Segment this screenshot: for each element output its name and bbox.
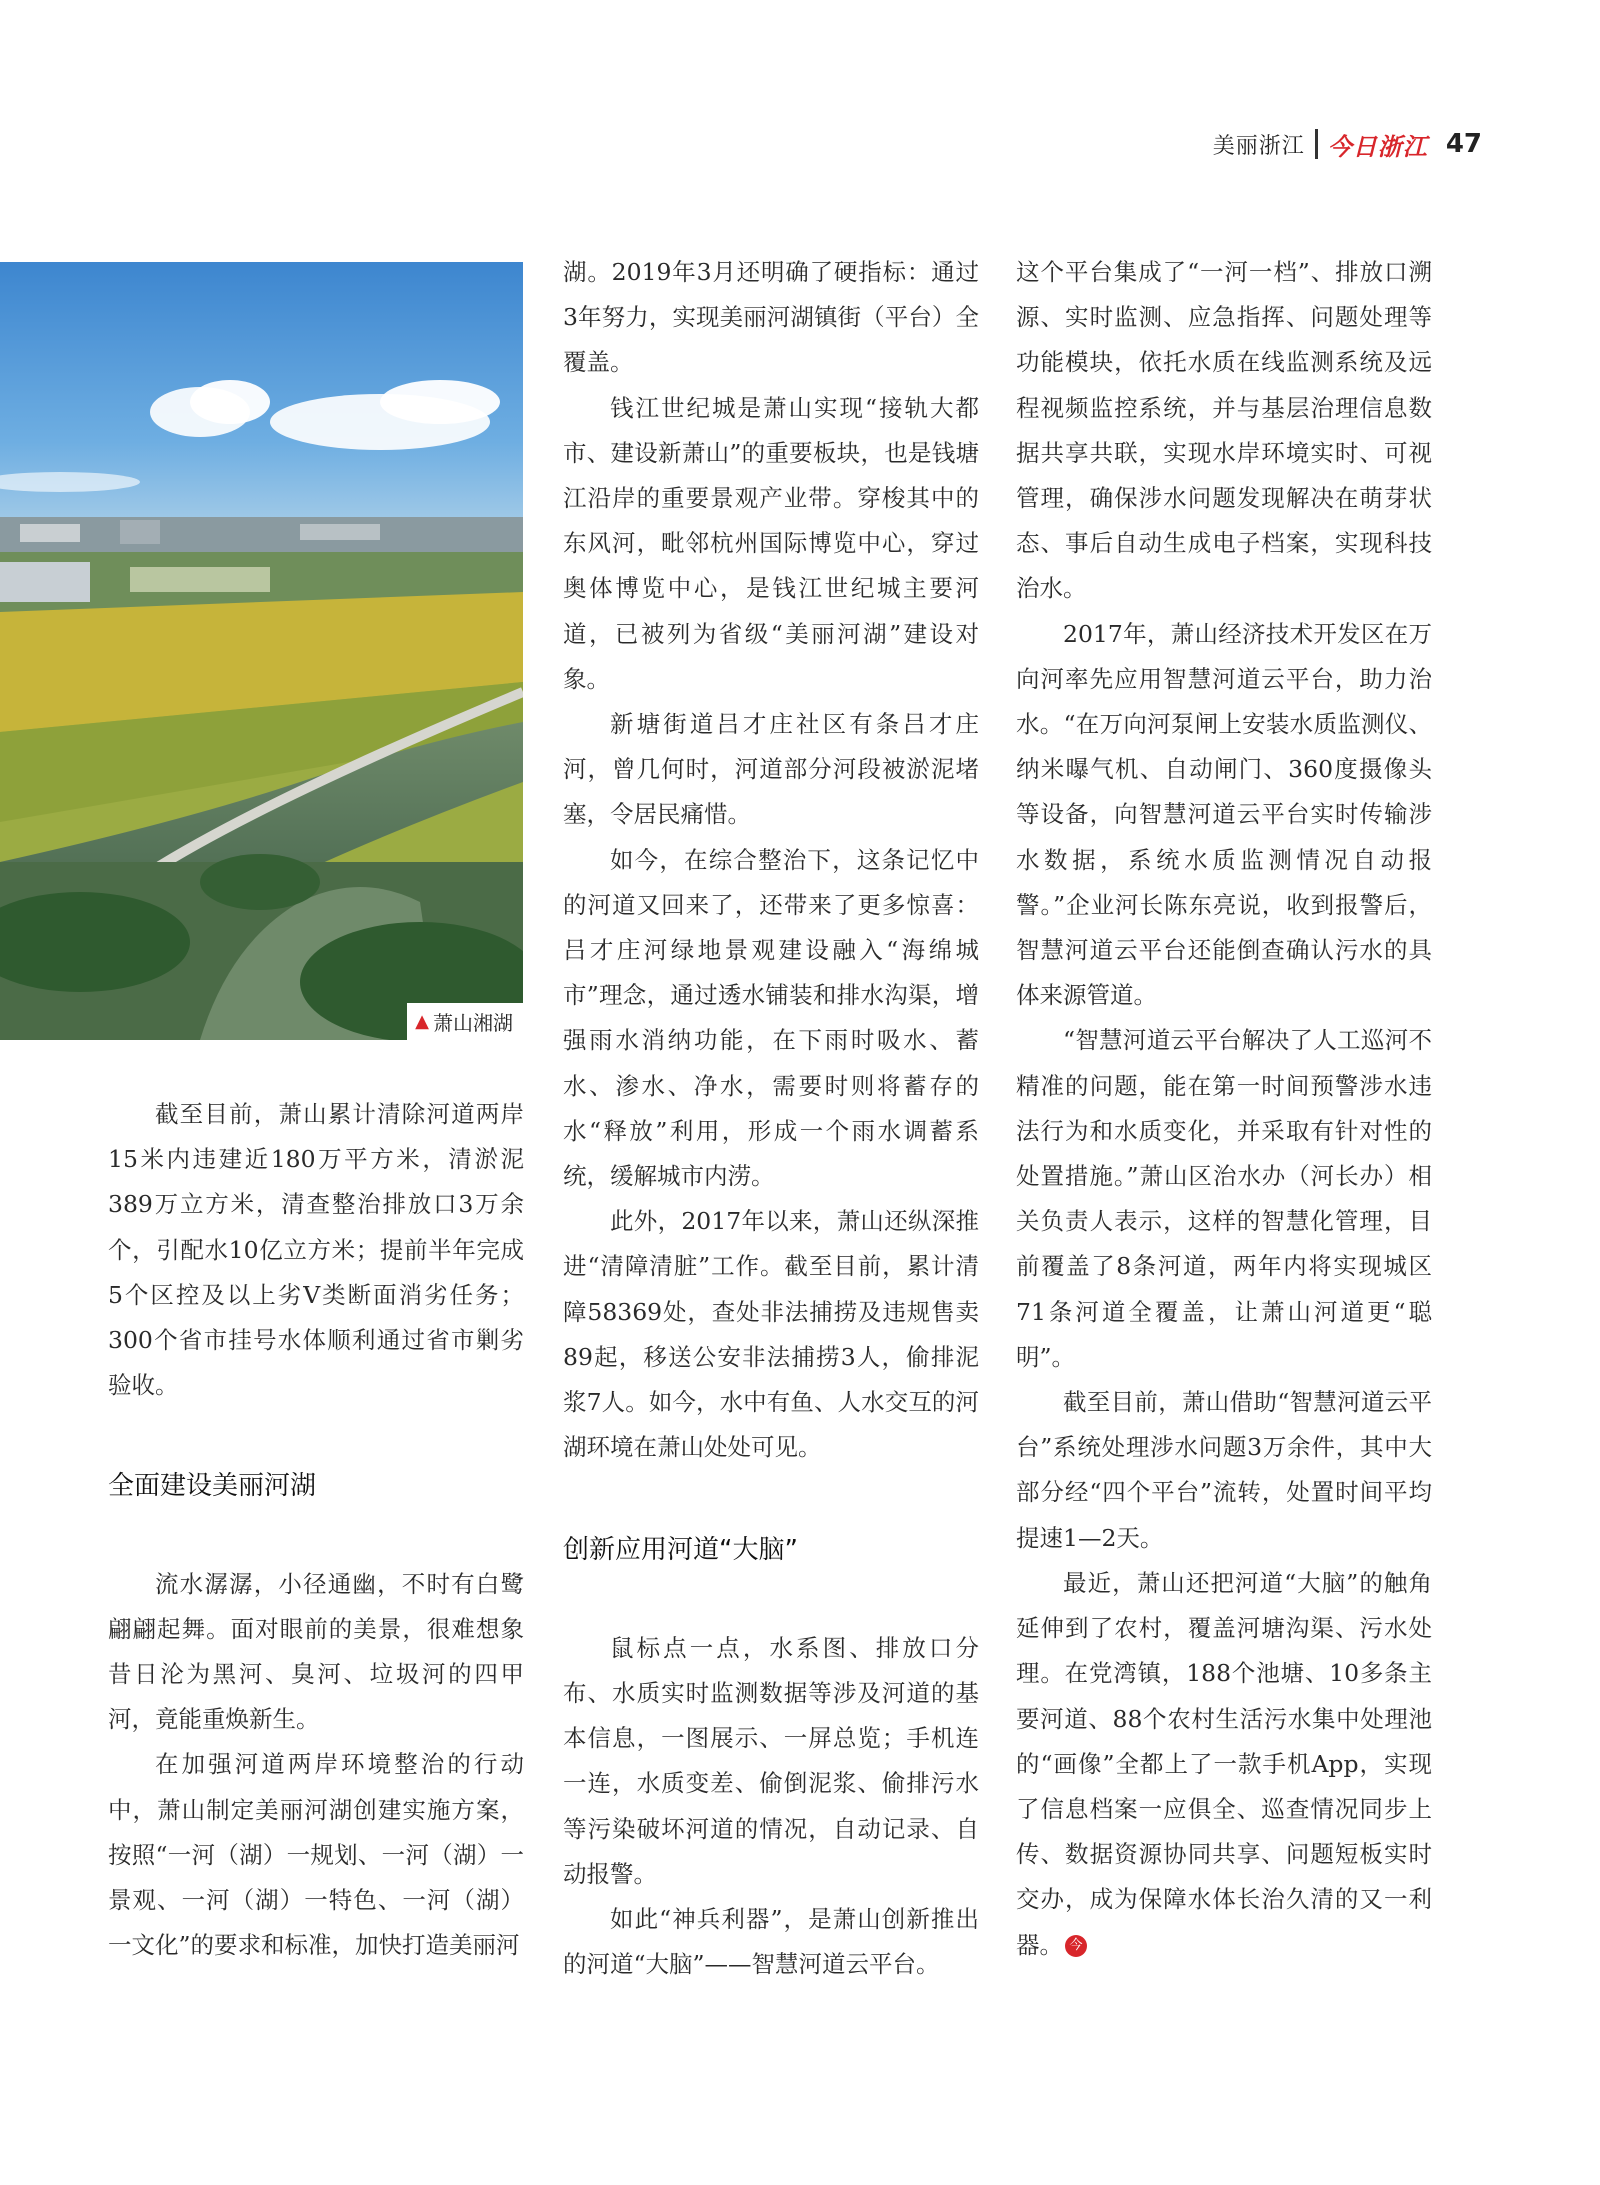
section-heading: 创新应用河道“大脑” xyxy=(563,1535,798,1566)
paragraph: 这个平台集成了“一河一档”、排放口溯源、实时监测、应急指挥、问题处理等功能模块，依托水质在线监测系统及远程视频监控系统，并与基层治理信息数据共享共联，实现水岸环境实时、可视管理，确保涉水问题发现解决在萌芽状态、事后自动生成电子档案，实现科技治水。 xyxy=(1016,258,1432,603)
paragraph: 新塘街道吕才庄社区有条吕才庄河，曾几何时，河道部分河段被淤泥堵塞，令居民痛惜。 xyxy=(563,710,979,829)
photo-caption xyxy=(407,1003,523,1040)
paragraph: 截至目前，萧山累计清除河道两岸15米内违建近180万平方米，清淤泥389万立方米，清查整治排放口3万余个，引配水10亿立方米；提前半年完成5个区控及以上劣Ⅴ类断面消劣任务；300个省市挂号水体顺利通过省市剿劣验收。 xyxy=(108,1100,524,1400)
caption-marker: ▲ xyxy=(415,1011,429,1032)
caption-text: 萧山湘湖 xyxy=(433,1011,513,1035)
section-heading: 全面建设美丽河湖 xyxy=(108,1471,317,1502)
paragraph: 鼠标点一点，水系图、排放口分布、水质实时监测数据等涉及河道的基本信息，一图展示、一屏总览；手机连一连，水质变差、偷倒泥浆、偷排污水等污染破坏河道的情况，自动记录、自动报警。 xyxy=(563,1633,979,1888)
page-number: 47 xyxy=(1445,129,1482,159)
paragraph: “智慧河道云平台解决了人工巡河不精准的问题，能在第一时间预警涉水违法行为和水质变化，并采取有针对性的处置措施。”萧山区治水办（河长办）相关负责人表示，这样的智慧化管理，目前覆盖了8条河道，两年内将实现城区71条河道全覆盖，让萧山河道更“聪明”。 xyxy=(1016,1026,1432,1371)
paragraph-text: 最近，萧山还把河道“大脑”的触角延伸到了农村，覆盖河塘沟渠、污水处理。在党湾镇，188个池塘、10多条主要河道、88个农村生活污水集中处理池的“画像”全都上了一款手机App，实现了信息档案一应俱全、巡查情况同步上传、数据资源协同共享、问题短板实时交办，成为保障水体长治久清的又一利器。 xyxy=(1016,1568,1432,1959)
paragraph: 钱江世纪城是萧山实现“接轨大都市、建设新萧山”的重要板块，也是钱塘江沿岸的重要景观产业带。穿梭其中的东风河，毗邻杭州国际博览中心，穿过奥体博览中心，是钱江世纪城主要河道，已被列为省级“美丽河湖”建设对象。 xyxy=(563,393,979,693)
aerial-photo-illustration xyxy=(0,262,523,1040)
article-column-1 xyxy=(108,1092,524,1968)
paragraph: 湖。2019年3月还明确了硬指标：通过3年努力，实现美丽河湖镇街（平台）全覆盖。 xyxy=(563,258,979,377)
paragraph: 2017年，萧山经济技术开发区在万向河率先应用智慧河道云平台，助力治水。“在万向河泵闸上安装水质监测仪、纳米曝气机、自动闸门、360度摄像头等设备，向智慧河道云平台实时传输涉水数据，系统水质监测情况自动报警。”企业河长陈东亮说，收到报警后，智慧河道云平台还能倒查确认污水的具体来源管道。 xyxy=(1016,619,1432,1010)
paragraph: 截至目前，萧山借助“智慧河道云平台”系统处理涉水问题3万余件，其中大部分经“四个平台”流转，处置时间平均提速1—2天。 xyxy=(1016,1388,1432,1552)
article-column-2 xyxy=(563,250,979,1987)
article-column-3 xyxy=(1016,250,1432,1968)
magazine-logo: 今日浙江 xyxy=(1327,132,1428,161)
paragraph: 流水潺潺，小径通幽，不时有白鹭翩翩起舞。面对眼前的美景，很难想象昔日沦为黑河、臭河、垃圾河的四甲河，竟能重焕新生。 xyxy=(108,1569,524,1734)
paragraph: 如此“神兵利器”，是萧山创新推出的河道“大脑”——智慧河道云平台。 xyxy=(563,1904,979,1979)
article-end-mark: 今 xyxy=(1065,1935,1087,1957)
paragraph: 如今，在综合整治下，这条记忆中的河道又回来了，还带来了更多惊喜：吕才庄河绿地景观建设融入“海绵城市”理念，通过透水铺装和排水沟渠，增强雨水消纳功能，在下雨时吸水、蓄水、渗水、净水，需要时则将蓄存的水“释放”利用，形成一个雨水调蓄系统，缓解城市内涝。 xyxy=(563,845,979,1191)
header-divider xyxy=(1315,129,1318,159)
aerial-photo xyxy=(0,262,523,1040)
section-title: 美丽浙江 xyxy=(1212,133,1305,159)
paragraph: 此外，2017年以来，萧山还纵深推进“清障清脏”工作。截至目前，累计清障58369处，查处非法捕捞及违规售卖89起，移送公安非法捕捞3人，偷排泥浆7人。如今，水中有鱼、人水交互的河湖环境在萧山处处可见。 xyxy=(563,1207,979,1462)
paragraph: 在加强河道两岸环境整治的行动中，萧山制定美丽河湖创建实施方案，按照“一河（湖）一规划、一河（湖）一景观、一河（湖）一特色、一河（湖）一文化”的要求和标准，加快打造美丽河 xyxy=(108,1750,524,1960)
paragraph xyxy=(1016,1561,1432,1968)
page-header xyxy=(1213,124,1482,164)
